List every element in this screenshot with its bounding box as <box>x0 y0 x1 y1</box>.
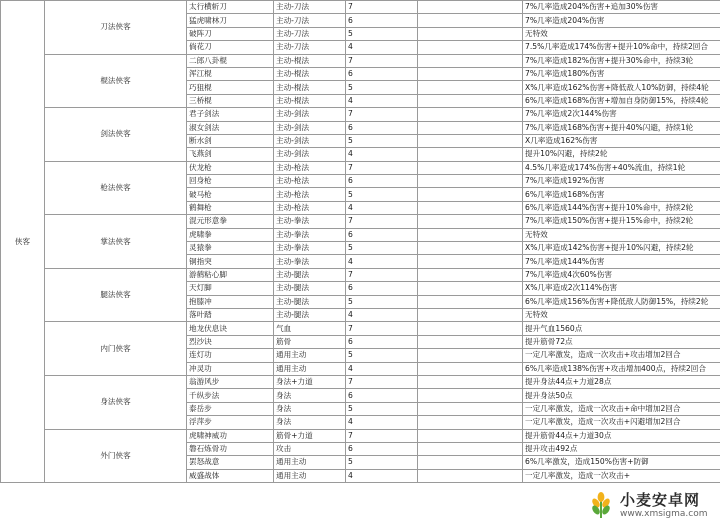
skill-effect-cell: 4.5%几率造成174%伤害+40%流血，持续1轮 <box>523 161 720 174</box>
blank-cell <box>418 41 523 54</box>
skill-name-cell: 天灯脚 <box>187 282 274 295</box>
skill-name-cell: 巧狙棍 <box>187 81 274 94</box>
blank-cell <box>418 375 523 388</box>
skill-type-cell: 主动-枪法 <box>274 188 346 201</box>
group-name-cell: 棍法侠客 <box>45 54 187 108</box>
skill-name-cell: 飞燕剑 <box>187 148 274 161</box>
skill-name-cell: 浮萍步 <box>187 416 274 429</box>
skill-level-cell: 5 <box>346 134 418 147</box>
blank-cell <box>418 228 523 241</box>
skill-level-cell: 4 <box>346 148 418 161</box>
skill-level-cell: 5 <box>346 349 418 362</box>
skill-level-cell: 7 <box>346 429 418 442</box>
blank-cell <box>418 456 523 469</box>
blank-cell <box>418 94 523 107</box>
blank-cell <box>418 308 523 321</box>
blank-cell <box>418 322 523 335</box>
skill-name-cell: 铜指突 <box>187 255 274 268</box>
skill-level-cell: 5 <box>346 402 418 415</box>
blank-cell <box>418 134 523 147</box>
skill-type-cell: 身法+力道 <box>274 375 346 388</box>
skill-type-cell: 通用主动 <box>274 469 346 482</box>
skill-effect-cell: 6%几率造成144%伤害+提升10%命中，持续2轮 <box>523 201 720 214</box>
skill-effect-cell: X几率造成162%伤害 <box>523 134 720 147</box>
skill-name-cell: 伏龙枪 <box>187 161 274 174</box>
skill-name-cell: 磐石炼骨功 <box>187 442 274 455</box>
blank-cell <box>418 188 523 201</box>
skill-level-cell: 6 <box>346 14 418 27</box>
skill-effect-cell: 一定几率激发，造成一次攻击+ <box>523 469 720 482</box>
watermark-title: 小麦安卓网 <box>620 491 701 509</box>
skill-type-cell: 身法 <box>274 402 346 415</box>
skill-effect-cell: 7%几率造成192%伤害 <box>523 175 720 188</box>
skill-name-cell: 灵猿拳 <box>187 242 274 255</box>
skill-effect-cell: 7.5%几率造成174%伤害+提升10%命中，持续2回合 <box>523 41 720 54</box>
skill-type-cell: 主动-棍法 <box>274 81 346 94</box>
skill-level-cell: 6 <box>346 389 418 402</box>
skill-effect-cell: 7%几率造成204%伤害+追加30%伤害 <box>523 1 720 14</box>
skill-level-cell: 4 <box>346 201 418 214</box>
blank-cell <box>418 416 523 429</box>
skill-level-cell: 4 <box>346 362 418 375</box>
skill-effect-cell: 提升身法50点 <box>523 389 720 402</box>
skill-name-cell: 虎啸拳 <box>187 228 274 241</box>
skill-name-cell: 罢怒战意 <box>187 456 274 469</box>
skill-effect-cell: 7%几率造成144%伤害 <box>523 255 720 268</box>
blank-cell <box>418 389 523 402</box>
table-row <box>1 54 720 67</box>
skill-type-cell: 主动-剑法 <box>274 108 346 121</box>
skill-type-cell: 筋骨+力道 <box>274 429 346 442</box>
table-row <box>1 161 720 174</box>
blank-cell <box>418 201 523 214</box>
skill-effect-cell: 无特效 <box>523 228 720 241</box>
skill-level-cell: 5 <box>346 81 418 94</box>
skill-effect-cell: 提升10%闪避，持续2轮 <box>523 148 720 161</box>
table-row <box>1 322 720 335</box>
blank-cell <box>418 148 523 161</box>
skill-type-cell: 主动-刀法 <box>274 1 346 14</box>
group-name-cell: 身法侠客 <box>45 375 187 429</box>
skill-level-cell: 5 <box>346 188 418 201</box>
skill-level-cell: 7 <box>346 322 418 335</box>
blank-cell <box>418 362 523 375</box>
skill-type-cell: 主动-棍法 <box>274 54 346 67</box>
skill-type-cell: 主动-拳法 <box>274 215 346 228</box>
skill-level-cell: 6 <box>346 228 418 241</box>
skill-type-cell: 主动-拳法 <box>274 255 346 268</box>
skill-name-cell: 泰岳步 <box>187 402 274 415</box>
skill-type-cell: 身法 <box>274 389 346 402</box>
skill-type-cell: 气血 <box>274 322 346 335</box>
group-name-cell: 腿法侠客 <box>45 268 187 322</box>
skill-effect-cell: 7%几率造成2次144%伤害 <box>523 108 720 121</box>
table-row <box>1 215 720 228</box>
skill-type-cell: 主动-棍法 <box>274 94 346 107</box>
skill-name-cell: 回身枪 <box>187 175 274 188</box>
blank-cell <box>418 175 523 188</box>
blank-cell <box>418 442 523 455</box>
skill-effect-cell: X%几率造成162%伤害+降低敌人10%防御，持续4轮 <box>523 81 720 94</box>
blank-cell <box>418 215 523 228</box>
group-name-cell: 外门侠客 <box>45 429 187 483</box>
skill-name-cell: 连灯功 <box>187 349 274 362</box>
blank-cell <box>418 402 523 415</box>
group-name-cell: 内门侠客 <box>45 322 187 376</box>
skill-level-cell: 6 <box>346 67 418 80</box>
skill-level-cell: 4 <box>346 416 418 429</box>
skill-type-cell: 主动-枪法 <box>274 161 346 174</box>
skill-effect-cell: 6%几率激发，造成150%伤害+防御 <box>523 456 720 469</box>
skill-level-cell: 4 <box>346 94 418 107</box>
table-row <box>1 429 720 442</box>
skill-level-cell: 7 <box>346 268 418 281</box>
skill-name-cell: 千纵步法 <box>187 389 274 402</box>
skill-name-cell: 淑女剑法 <box>187 121 274 134</box>
skill-name-cell: 游鹤粘心脚 <box>187 268 274 281</box>
skill-level-cell: 7 <box>346 161 418 174</box>
skill-name-cell: 落叶踏 <box>187 308 274 321</box>
skill-type-cell: 主动-腿法 <box>274 308 346 321</box>
skill-name-cell: 浑江棍 <box>187 67 274 80</box>
skill-type-cell: 通用主动 <box>274 349 346 362</box>
blank-cell <box>418 282 523 295</box>
group-name-cell: 掌法侠客 <box>45 215 187 269</box>
skill-level-cell: 7 <box>346 215 418 228</box>
skill-type-cell: 身法 <box>274 416 346 429</box>
skill-type-cell: 通用主动 <box>274 362 346 375</box>
skill-name-cell: 太行横斩刀 <box>187 1 274 14</box>
skill-type-cell: 主动-腿法 <box>274 268 346 281</box>
skill-name-cell: 威盛战体 <box>187 469 274 482</box>
skill-level-cell: 6 <box>346 282 418 295</box>
skill-type-cell: 筋骨 <box>274 335 346 348</box>
group-name-cell: 枪法侠客 <box>45 161 187 215</box>
skill-effect-cell: 无特效 <box>523 308 720 321</box>
blank-cell <box>418 67 523 80</box>
skill-level-cell: 5 <box>346 295 418 308</box>
blank-cell <box>418 295 523 308</box>
skill-effect-cell: 无特效 <box>523 27 720 40</box>
blank-cell <box>418 1 523 14</box>
blank-cell <box>418 242 523 255</box>
skill-name-cell: 破阵刀 <box>187 27 274 40</box>
skill-effect-cell: X%几率造成142%伤害+提升10%闪避，持续2轮 <box>523 242 720 255</box>
skill-effect-cell: X%几率造成2次114%伤害 <box>523 282 720 295</box>
skill-effect-cell: 提升攻击492点 <box>523 442 720 455</box>
table-row <box>1 108 720 121</box>
skill-type-cell: 主动-枪法 <box>274 201 346 214</box>
blank-cell <box>418 54 523 67</box>
blank-cell <box>418 335 523 348</box>
skill-level-cell: 4 <box>346 308 418 321</box>
watermark-url: www.xmsigma.com <box>620 509 708 519</box>
skill-type-cell: 主动-拳法 <box>274 228 346 241</box>
skill-level-cell: 4 <box>346 255 418 268</box>
skill-name-cell: 破马枪 <box>187 188 274 201</box>
group-name-cell: 刀法侠客 <box>45 1 187 55</box>
skill-effect-cell: 7%几率造成4次60%伤害 <box>523 268 720 281</box>
skill-name-cell: 倘花刀 <box>187 41 274 54</box>
skill-type-cell: 主动-腿法 <box>274 295 346 308</box>
skill-level-cell: 7 <box>346 375 418 388</box>
skill-name-cell: 猛虎啸林刀 <box>187 14 274 27</box>
watermark <box>586 489 714 523</box>
blank-cell <box>418 14 523 27</box>
skill-type-cell: 主动-剑法 <box>274 148 346 161</box>
skill-level-cell: 5 <box>346 456 418 469</box>
skill-effect-cell: 7%几率造成150%伤害+提升15%命中，持续2轮 <box>523 215 720 228</box>
skill-name-cell: 二郎八卦棍 <box>187 54 274 67</box>
skill-type-cell: 主动-棍法 <box>274 67 346 80</box>
skill-effect-cell: 提升筋骨72点 <box>523 335 720 348</box>
skill-type-cell: 主动-刀法 <box>274 27 346 40</box>
skill-effect-cell: 6%几率造成138%伤害+攻击增加400点，持续2回合 <box>523 362 720 375</box>
skill-level-cell: 6 <box>346 442 418 455</box>
skill-effect-cell: 7%几率造成180%伤害 <box>523 67 720 80</box>
skill-effect-cell: 7%几率造成182%伤害+提升30%命中，持续3轮 <box>523 54 720 67</box>
skill-name-cell: 混元形意拳 <box>187 215 274 228</box>
skill-level-cell: 7 <box>346 1 418 14</box>
blank-cell <box>418 121 523 134</box>
skill-level-cell: 6 <box>346 121 418 134</box>
blank-cell <box>418 81 523 94</box>
skill-effect-cell: 提升身法44点+力道28点 <box>523 375 720 388</box>
skill-name-cell: 鹤舞枪 <box>187 201 274 214</box>
blank-cell <box>418 27 523 40</box>
table-row <box>1 1 720 14</box>
skill-level-cell: 6 <box>346 335 418 348</box>
skill-name-cell: 断水剑 <box>187 134 274 147</box>
skill-level-cell: 7 <box>346 54 418 67</box>
blank-cell <box>418 108 523 121</box>
skill-type-cell: 主动-刀法 <box>274 41 346 54</box>
table-row <box>1 268 720 281</box>
table-row <box>1 375 720 388</box>
skill-name-cell: 三桥棍 <box>187 94 274 107</box>
skill-effect-cell: 一定几率激发，造成一次攻击+命中增加2回合 <box>523 402 720 415</box>
blank-cell <box>418 429 523 442</box>
skill-effect-cell: 6%几率造成168%伤害 <box>523 188 720 201</box>
skill-type-cell: 主动-剑法 <box>274 134 346 147</box>
skill-effect-cell: 一定几率激发，造成一次攻击+攻击增加2回合 <box>523 349 720 362</box>
skill-type-cell: 主动-拳法 <box>274 242 346 255</box>
skill-level-cell: 6 <box>346 175 418 188</box>
skill-effect-cell: 7%几率造成168%伤害+提升40%闪避，持续1轮 <box>523 121 720 134</box>
skill-name-cell: 君子剑法 <box>187 108 274 121</box>
skill-name-cell: 烈沙诀 <box>187 335 274 348</box>
group-name-cell: 剑法侠客 <box>45 108 187 162</box>
skill-name-cell: 抱膝冲 <box>187 295 274 308</box>
skill-effect-cell: 提升气血1560点 <box>523 322 720 335</box>
blank-cell <box>418 469 523 482</box>
skill-type-cell: 主动-枪法 <box>274 175 346 188</box>
skill-name-cell: 虎啸神威功 <box>187 429 274 442</box>
skill-level-cell: 4 <box>346 469 418 482</box>
category-cell: 侠客 <box>1 1 45 483</box>
skill-effect-cell: 6%几率造成168%伤害+增加自身防御15%，持续4轮 <box>523 94 720 107</box>
skill-type-cell: 通用主动 <box>274 456 346 469</box>
skill-type-cell: 攻击 <box>274 442 346 455</box>
blank-cell <box>418 161 523 174</box>
blank-cell <box>418 349 523 362</box>
skill-type-cell: 主动-剑法 <box>274 121 346 134</box>
wheat-android-logo-icon <box>586 491 616 521</box>
skill-name-cell: 地龙伏息诀 <box>187 322 274 335</box>
skill-effect-cell: 6%几率造成156%伤害+降低敌人防御15%，持续2轮 <box>523 295 720 308</box>
skill-type-cell: 主动-刀法 <box>274 14 346 27</box>
blank-cell <box>418 268 523 281</box>
skill-name-cell: 冲灵功 <box>187 362 274 375</box>
skill-effect-cell: 一定几率激发，造成一次攻击+闪避增加2回合 <box>523 416 720 429</box>
skill-level-cell: 4 <box>346 41 418 54</box>
skill-name-cell: 翁游风步 <box>187 375 274 388</box>
skill-type-cell: 主动-腿法 <box>274 282 346 295</box>
skill-level-cell: 5 <box>346 27 418 40</box>
skill-effect-cell: 提升筋骨44点+力道30点 <box>523 429 720 442</box>
blank-cell <box>418 255 523 268</box>
skill-level-cell: 5 <box>346 242 418 255</box>
skill-effect-cell: 7%几率造成204%伤害 <box>523 14 720 27</box>
skill-level-cell: 7 <box>346 108 418 121</box>
